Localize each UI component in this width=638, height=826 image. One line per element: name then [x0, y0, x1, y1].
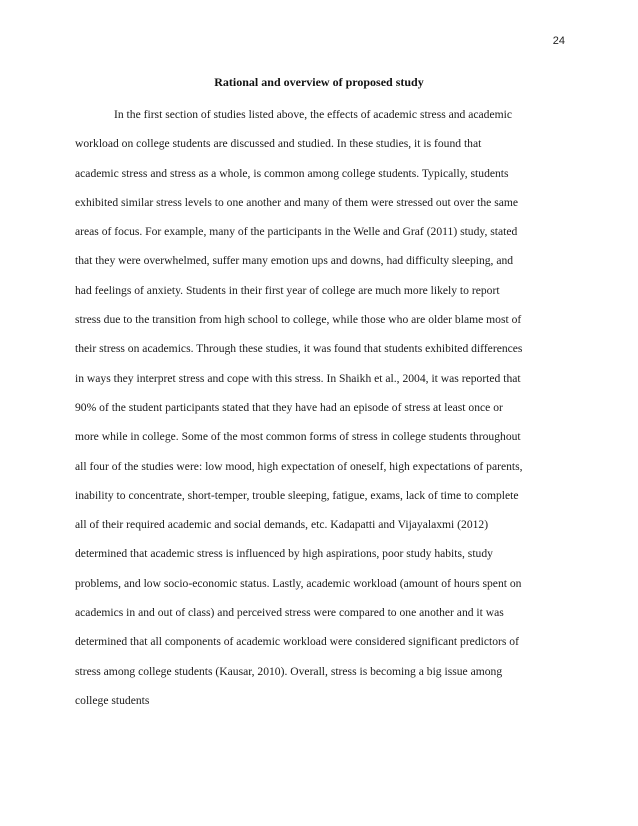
body-paragraph	[75, 100, 567, 715]
paragraph-line: had feelings of anxiety. Students in their first year of college are much more likely to report	[75, 283, 500, 297]
paragraph-line: 90% of the student participants stated that they have had an episode of stress at least once or	[75, 400, 503, 414]
paragraph-line: all of their required academic and social demands, etc. Kadapatti and Vijayalaxmi (2012)	[75, 518, 489, 532]
paragraph-line: workload on college students are discussed and studied. In these studies, it is found that	[75, 137, 482, 151]
paragraph-line: In the first section of studies listed above, the effects of academic stress and academic	[114, 108, 513, 121]
paragraph-line: inability to concentrate, short-temper, trouble sleeping, fatigue, exams, lack of time to complete	[75, 488, 519, 502]
paragraph-line: all four of the studies were: low mood, high expectation of oneself, high expectations of parents,	[75, 459, 523, 473]
paragraph-line: exhibited similar stress levels to one another and many of them were stressed out over the same	[75, 195, 519, 209]
paragraph-line: determined that academic stress is influenced by high aspirations, poor study habits, study	[75, 547, 493, 561]
paragraph-line: more while in college. Some of the most common forms of stress in college students throughout	[75, 430, 521, 444]
paragraph-line: college students	[75, 693, 150, 707]
paragraph-line: stress among college students (Kausar, 2010). Overall, stress is becoming a big issue among	[75, 664, 503, 678]
section-heading: Rational and overview of proposed study	[214, 75, 424, 89]
paragraph-line: academic stress and stress as a whole, is common among college students. Typically, students	[75, 166, 509, 180]
paragraph-line: in ways they interpret stress and cope with this stress. In Shaikh et al., 2004, it was reported that	[75, 371, 521, 385]
paragraph-line: areas of focus. For example, many of the participants in the Welle and Graf (2011) study, stated	[75, 225, 518, 239]
paragraph-line: determined that all components of academic workload were considered significant predictors of	[75, 635, 519, 649]
paragraph-line: problems, and low socio-economic status. Lastly, academic workload (amount of hours spent on	[75, 576, 522, 590]
paragraph-line: that they were overwhelmed, suffer many emotion ups and downs, had difficulty sleeping, and	[75, 254, 514, 268]
paragraph-line: academics in and out of class) and perceived stress were compared to one another and it was	[75, 606, 504, 620]
page-number: 24	[552, 35, 565, 47]
paragraph-line: stress due to the transition from high school to college, while those who are older blame most of	[75, 313, 522, 327]
paragraph-line: their stress on academics. Through these studies, it was found that students exhibited differences	[75, 342, 523, 356]
